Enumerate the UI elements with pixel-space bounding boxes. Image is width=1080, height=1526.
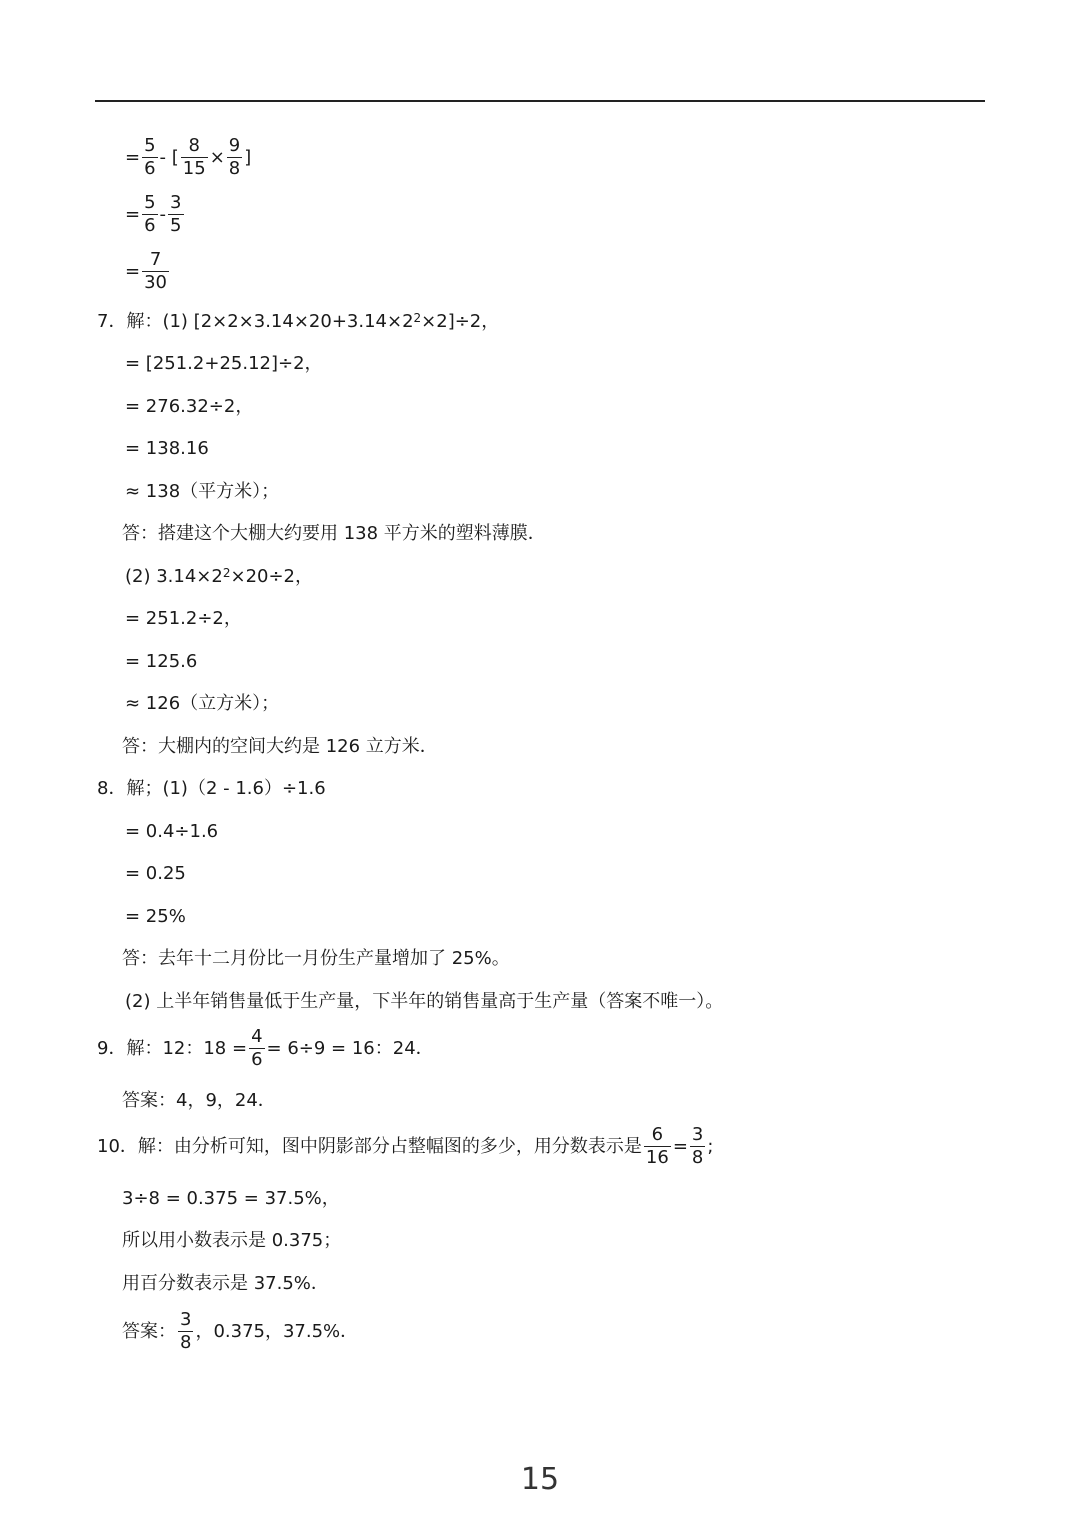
- s7-line-b: = [251.2+25.12]÷2，: [125, 353, 323, 374]
- fraction: $\frac{6}{16}$: [645, 1124, 669, 1168]
- s6-line-3: = $\frac{7}{30}$: [125, 249, 167, 293]
- s7-line-i: = 125.6: [125, 651, 198, 672]
- s8-line-b: = 0.4÷1.6: [125, 821, 219, 842]
- fraction: $\frac{5}{6}$: [144, 192, 156, 236]
- s8-answer-2: (2) 上半年销售量低于生产量，下半年的销售量高于生产量（答案不唯一）。: [125, 991, 724, 1012]
- s6-line-1: = $\frac{5}{6}$ - [ $\frac{8}{15}$ × $\frac{9}{8}$ ]: [125, 135, 252, 179]
- s7-line-j: ≈ 126（立方米）；: [125, 693, 280, 714]
- s7-line-c: = 276.32÷2，: [125, 396, 254, 417]
- fraction: $\frac{8}{15}$: [182, 135, 206, 179]
- fraction: $\frac{4}{6}$: [251, 1026, 263, 1070]
- header-rule: [95, 100, 985, 102]
- fraction: $\frac{9}{8}$: [228, 135, 241, 179]
- s8-line-a: 8．解；(1)（2 - 1.6）÷1.6: [97, 778, 326, 799]
- s10-answer: 答案： $\frac{3}{8}$ ，0.375，37.5%．: [122, 1309, 359, 1353]
- fraction: $\frac{3}{8}$: [180, 1309, 192, 1353]
- s10-line-d: 用百分数表示是 37.5%．: [122, 1273, 329, 1294]
- s9-line-a: 9．解：12：18 = $\frac{4}{6}$ = 6÷9 = 16：24．: [97, 1026, 434, 1070]
- fraction: $\frac{5}{6}$: [144, 135, 156, 179]
- s7-line-h: = 251.2÷2，: [125, 608, 242, 629]
- s6-line-2: = $\frac{5}{6}$ - $\frac{3}{5}$: [125, 192, 182, 236]
- s7-line-g: (2) 3.14×2 $^2$ ×20÷2，: [125, 566, 314, 587]
- s7-line-d: = 138.16: [125, 438, 209, 459]
- fraction: $\frac{3}{5}$: [170, 192, 182, 236]
- s8-line-d: = 25%: [125, 906, 186, 927]
- s10-line-a: 10．解：由分析可知，图中阴影部分占整幅图的多少，用分数表示是 $\frac{6}{16}$ = $\frac{3}{8}$ ;: [97, 1124, 714, 1168]
- s7-line-e: ≈ 138（平方米）；: [125, 481, 280, 502]
- s10-line-c: 所以用小数表示是 0.375；: [122, 1230, 342, 1251]
- s7-line-a: 7．解：(1) [2×2×3.14×20+3.14×2 $^2$ ×2]÷2，: [97, 311, 500, 332]
- fraction: $\frac{7}{30}$: [144, 249, 167, 293]
- page-number: 15: [520, 1462, 560, 1497]
- fraction: $\frac{3}{8}$: [691, 1124, 704, 1168]
- s8-line-c: = 0.25: [125, 863, 186, 884]
- s9-answer: 答案：4，9，24．: [122, 1090, 276, 1111]
- s10-line-b: 3÷8 = 0.375 = 37.5%，: [122, 1188, 340, 1209]
- s7-answer-2: 答：大棚内的空间大约是 126 立方米．: [122, 736, 438, 757]
- s8-answer-1: 答：去年十二月份比一月份生产量增加了 25%。: [122, 948, 510, 969]
- s7-answer-1: 答：搭建这个大棚大约要用 138 平方米的塑料薄膜．: [122, 523, 546, 544]
